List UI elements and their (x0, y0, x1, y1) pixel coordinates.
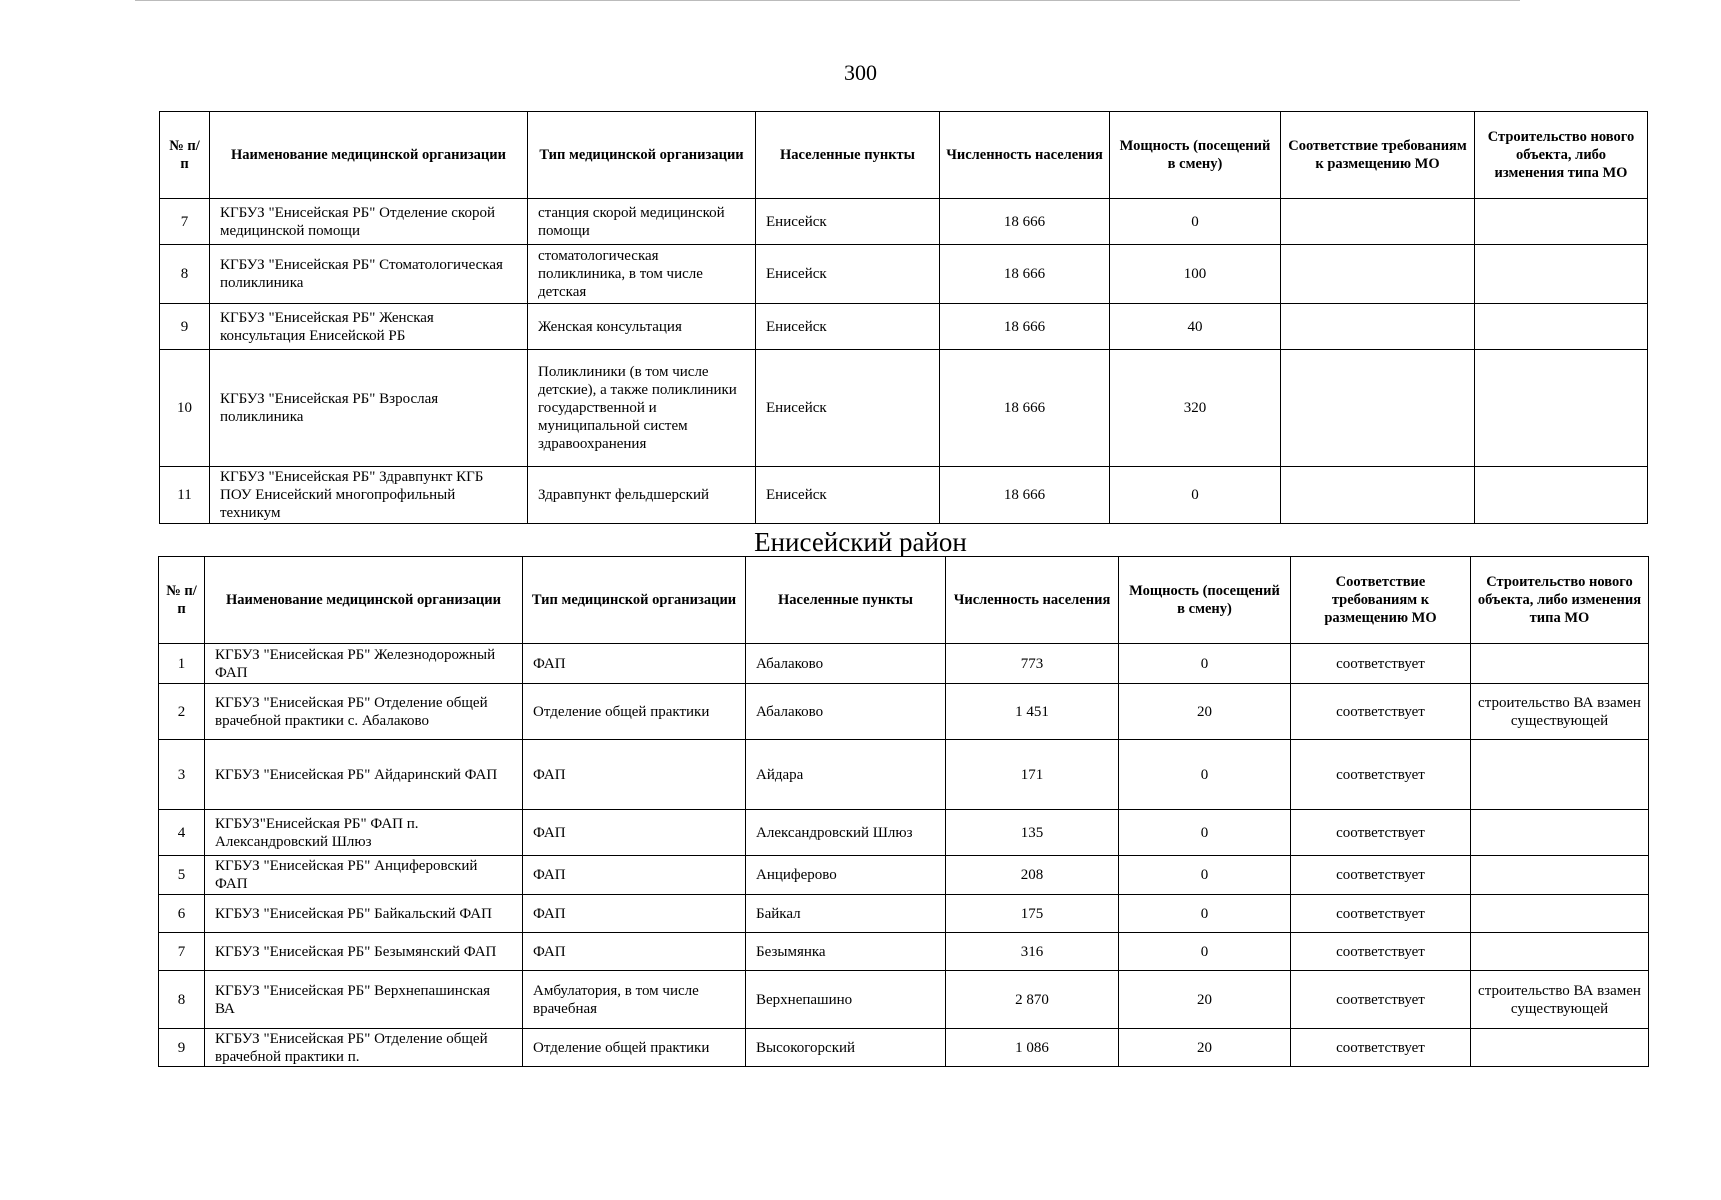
cell-capacity: 20 (1119, 684, 1291, 740)
cell-num: 9 (160, 304, 210, 350)
header-org-name: Наименование медицинской организации (210, 112, 528, 199)
cell-population: 171 (946, 740, 1119, 810)
cell-compliance: соответствует (1291, 971, 1471, 1029)
cell-type: стоматологическая поликлиника, в том числе детская (528, 245, 756, 304)
table-row (159, 971, 1649, 1029)
cell-capacity: 20 (1119, 1029, 1291, 1067)
cell-capacity: 0 (1110, 467, 1281, 524)
cell-num: 6 (159, 895, 205, 933)
cell-construction (1471, 644, 1649, 684)
cell-capacity: 0 (1119, 810, 1291, 856)
cell-type: станция скорой медицинской помощи (528, 199, 756, 245)
header-capacity: Мощность (посещений в смену) (1110, 112, 1281, 199)
cell-compliance (1281, 467, 1475, 524)
cell-capacity: 0 (1119, 856, 1291, 895)
cell-capacity: 320 (1110, 350, 1281, 467)
header-num: № п/п (159, 557, 205, 644)
header-org-name: Наименование медицинской организации (205, 557, 523, 644)
cell-construction (1475, 304, 1648, 350)
cell-num: 9 (159, 1029, 205, 1067)
cell-population: 316 (946, 933, 1119, 971)
cell-capacity: 20 (1119, 971, 1291, 1029)
cell-name: КГБУЗ "Енисейская РБ" Здравпункт КГБ ПОУ Енисейский многопрофильный техникум (210, 467, 528, 524)
cell-locality: Енисейск (756, 304, 940, 350)
cell-population: 18 666 (940, 199, 1110, 245)
cell-locality: Александровский Шлюз (746, 810, 946, 856)
cell-type: Отделение общей практики (523, 684, 746, 740)
cell-compliance: соответствует (1291, 1029, 1471, 1067)
cell-locality: Байкал (746, 895, 946, 933)
cell-capacity: 40 (1110, 304, 1281, 350)
cell-locality: Абалаково (746, 644, 946, 684)
cell-construction (1475, 350, 1648, 467)
cell-num: 7 (160, 199, 210, 245)
cell-capacity: 0 (1110, 199, 1281, 245)
cell-num: 1 (159, 644, 205, 684)
cell-locality: Енисейск (756, 199, 940, 245)
cell-type: Отделение общей практики (523, 1029, 746, 1067)
cell-compliance: соответствует (1291, 895, 1471, 933)
cell-locality: Анциферово (746, 856, 946, 895)
cell-name: КГБУЗ "Енисейская РБ" Безымянский ФАП (205, 933, 523, 971)
cell-construction (1471, 1029, 1649, 1067)
cell-locality: Высокогорский (746, 1029, 946, 1067)
section-title: Енисейский район (754, 527, 967, 557)
table-row (160, 304, 1648, 350)
cell-capacity: 100 (1110, 245, 1281, 304)
cell-name: КГБУЗ "Енисейская РБ" Айдаринский ФАП (205, 740, 523, 810)
cell-num: 4 (159, 810, 205, 856)
cell-name: КГБУЗ "Енисейская РБ" Анциферовский ФАП (205, 856, 523, 895)
cell-type: Поликлиники (в том числе детские), а также поликлиники государственной и муниципальной систем здравоохранения (528, 350, 756, 467)
cell-num: 8 (160, 245, 210, 304)
cell-population: 1 086 (946, 1029, 1119, 1067)
cell-population: 18 666 (940, 304, 1110, 350)
cell-population: 175 (946, 895, 1119, 933)
table-row (159, 644, 1649, 684)
cell-population: 2 870 (946, 971, 1119, 1029)
cell-name: КГБУЗ "Енисейская РБ" Верхнепашинская ВА (205, 971, 523, 1029)
cell-capacity: 0 (1119, 895, 1291, 933)
cell-name: КГБУЗ "Енисейская РБ" Стоматологическая поликлиника (210, 245, 528, 304)
cell-name: КГБУЗ "Енисейская РБ" Женская консультация Енисейской РБ (210, 304, 528, 350)
cell-compliance (1281, 245, 1475, 304)
cell-compliance (1281, 350, 1475, 467)
top-rule (135, 0, 1520, 1)
cell-locality: Безымянка (746, 933, 946, 971)
cell-compliance (1281, 304, 1475, 350)
table-row (159, 1029, 1649, 1067)
cell-locality: Айдара (746, 740, 946, 810)
cell-type: ФАП (523, 810, 746, 856)
table-header-row (160, 112, 1648, 199)
table-row (160, 350, 1648, 467)
cell-num: 11 (160, 467, 210, 524)
cell-name: КГБУЗ "Енисейская РБ" Железнодорожный ФАП (205, 644, 523, 684)
table-row (159, 740, 1649, 810)
cell-num: 10 (160, 350, 210, 467)
cell-type: ФАП (523, 933, 746, 971)
cell-type: ФАП (523, 856, 746, 895)
cell-construction (1475, 245, 1648, 304)
cell-compliance: соответствует (1291, 740, 1471, 810)
cell-population: 18 666 (940, 245, 1110, 304)
cell-locality: Абалаково (746, 684, 946, 740)
cell-type: Амбулатория, в том числе врачебная (523, 971, 746, 1029)
cell-locality: Енисейск (756, 467, 940, 524)
cell-population: 208 (946, 856, 1119, 895)
cell-type: Женская консультация (528, 304, 756, 350)
header-compliance: Соответствие требованиям к размещению МО (1291, 557, 1471, 644)
cell-construction (1471, 895, 1649, 933)
cell-population: 18 666 (940, 467, 1110, 524)
header-compliance: Соответствие требованиям к размещению МО (1281, 112, 1475, 199)
cell-construction (1475, 199, 1648, 245)
cell-locality: Енисейск (756, 245, 940, 304)
cell-num: 7 (159, 933, 205, 971)
cell-num: 8 (159, 971, 205, 1029)
cell-name: КГБУЗ "Енисейская РБ" Отделение скорой медицинской помощи (210, 199, 528, 245)
cell-compliance: соответствует (1291, 644, 1471, 684)
table-row (159, 856, 1649, 895)
cell-construction (1475, 467, 1648, 524)
header-num: № п/п (160, 112, 210, 199)
cell-population: 1 451 (946, 684, 1119, 740)
header-construction: Строительство нового объекта, либо изменения типа МО (1475, 112, 1648, 199)
cell-name: КГБУЗ "Енисейская РБ" Отделение общей врачебной практики с. Абалаково (205, 684, 523, 740)
cell-population: 773 (946, 644, 1119, 684)
cell-locality: Енисейск (756, 350, 940, 467)
header-locality: Населенные пункты (746, 557, 946, 644)
cell-locality: Верхнепашино (746, 971, 946, 1029)
cell-type: ФАП (523, 644, 746, 684)
cell-construction (1471, 810, 1649, 856)
table-row (160, 199, 1648, 245)
cell-capacity: 0 (1119, 644, 1291, 684)
cell-population: 135 (946, 810, 1119, 856)
header-construction: Строительство нового объекта, либо изменения типа МО (1471, 557, 1649, 644)
cell-construction (1471, 933, 1649, 971)
table-header-row (159, 557, 1649, 644)
cell-compliance: соответствует (1291, 856, 1471, 895)
table-row (159, 933, 1649, 971)
cell-compliance: соответствует (1291, 810, 1471, 856)
table-row (160, 467, 1648, 524)
cell-name: КГБУЗ"Енисейская РБ" ФАП п. Александровский Шлюз (205, 810, 523, 856)
cell-capacity: 0 (1119, 740, 1291, 810)
header-capacity: Мощность (посещений в смену) (1119, 557, 1291, 644)
cell-name: КГБУЗ "Енисейская РБ" Отделение общей врачебной практики п. (205, 1029, 523, 1067)
cell-capacity: 0 (1119, 933, 1291, 971)
cell-construction: строительство ВА взамен существующей (1471, 971, 1649, 1029)
page-number: 300 (844, 60, 877, 85)
table-row (160, 245, 1648, 304)
cell-type: ФАП (523, 895, 746, 933)
cell-compliance (1281, 199, 1475, 245)
cell-name: КГБУЗ "Енисейская РБ" Байкальский ФАП (205, 895, 523, 933)
table-row (159, 684, 1649, 740)
cell-construction: строительство ВА взамен существующей (1471, 684, 1649, 740)
header-locality: Населенные пункты (756, 112, 940, 199)
cell-num: 2 (159, 684, 205, 740)
cell-population: 18 666 (940, 350, 1110, 467)
header-population: Численность населения (940, 112, 1110, 199)
table-row (159, 810, 1649, 856)
cell-compliance: соответствует (1291, 933, 1471, 971)
table-row (159, 895, 1649, 933)
cell-name: КГБУЗ "Енисейская РБ" Взрослая поликлиника (210, 350, 528, 467)
yeniseysky-district-table (158, 556, 1649, 1067)
cell-construction (1471, 856, 1649, 895)
header-org-type: Тип медицинской организации (523, 557, 746, 644)
header-org-type: Тип медицинской организации (528, 112, 756, 199)
header-population: Численность населения (946, 557, 1119, 644)
cell-type: Здравпункт фельдшерский (528, 467, 756, 524)
cell-construction (1471, 740, 1649, 810)
cell-type: ФАП (523, 740, 746, 810)
facilities-table-continued (159, 111, 1648, 524)
cell-compliance: соответствует (1291, 684, 1471, 740)
cell-num: 3 (159, 740, 205, 810)
cell-num: 5 (159, 856, 205, 895)
